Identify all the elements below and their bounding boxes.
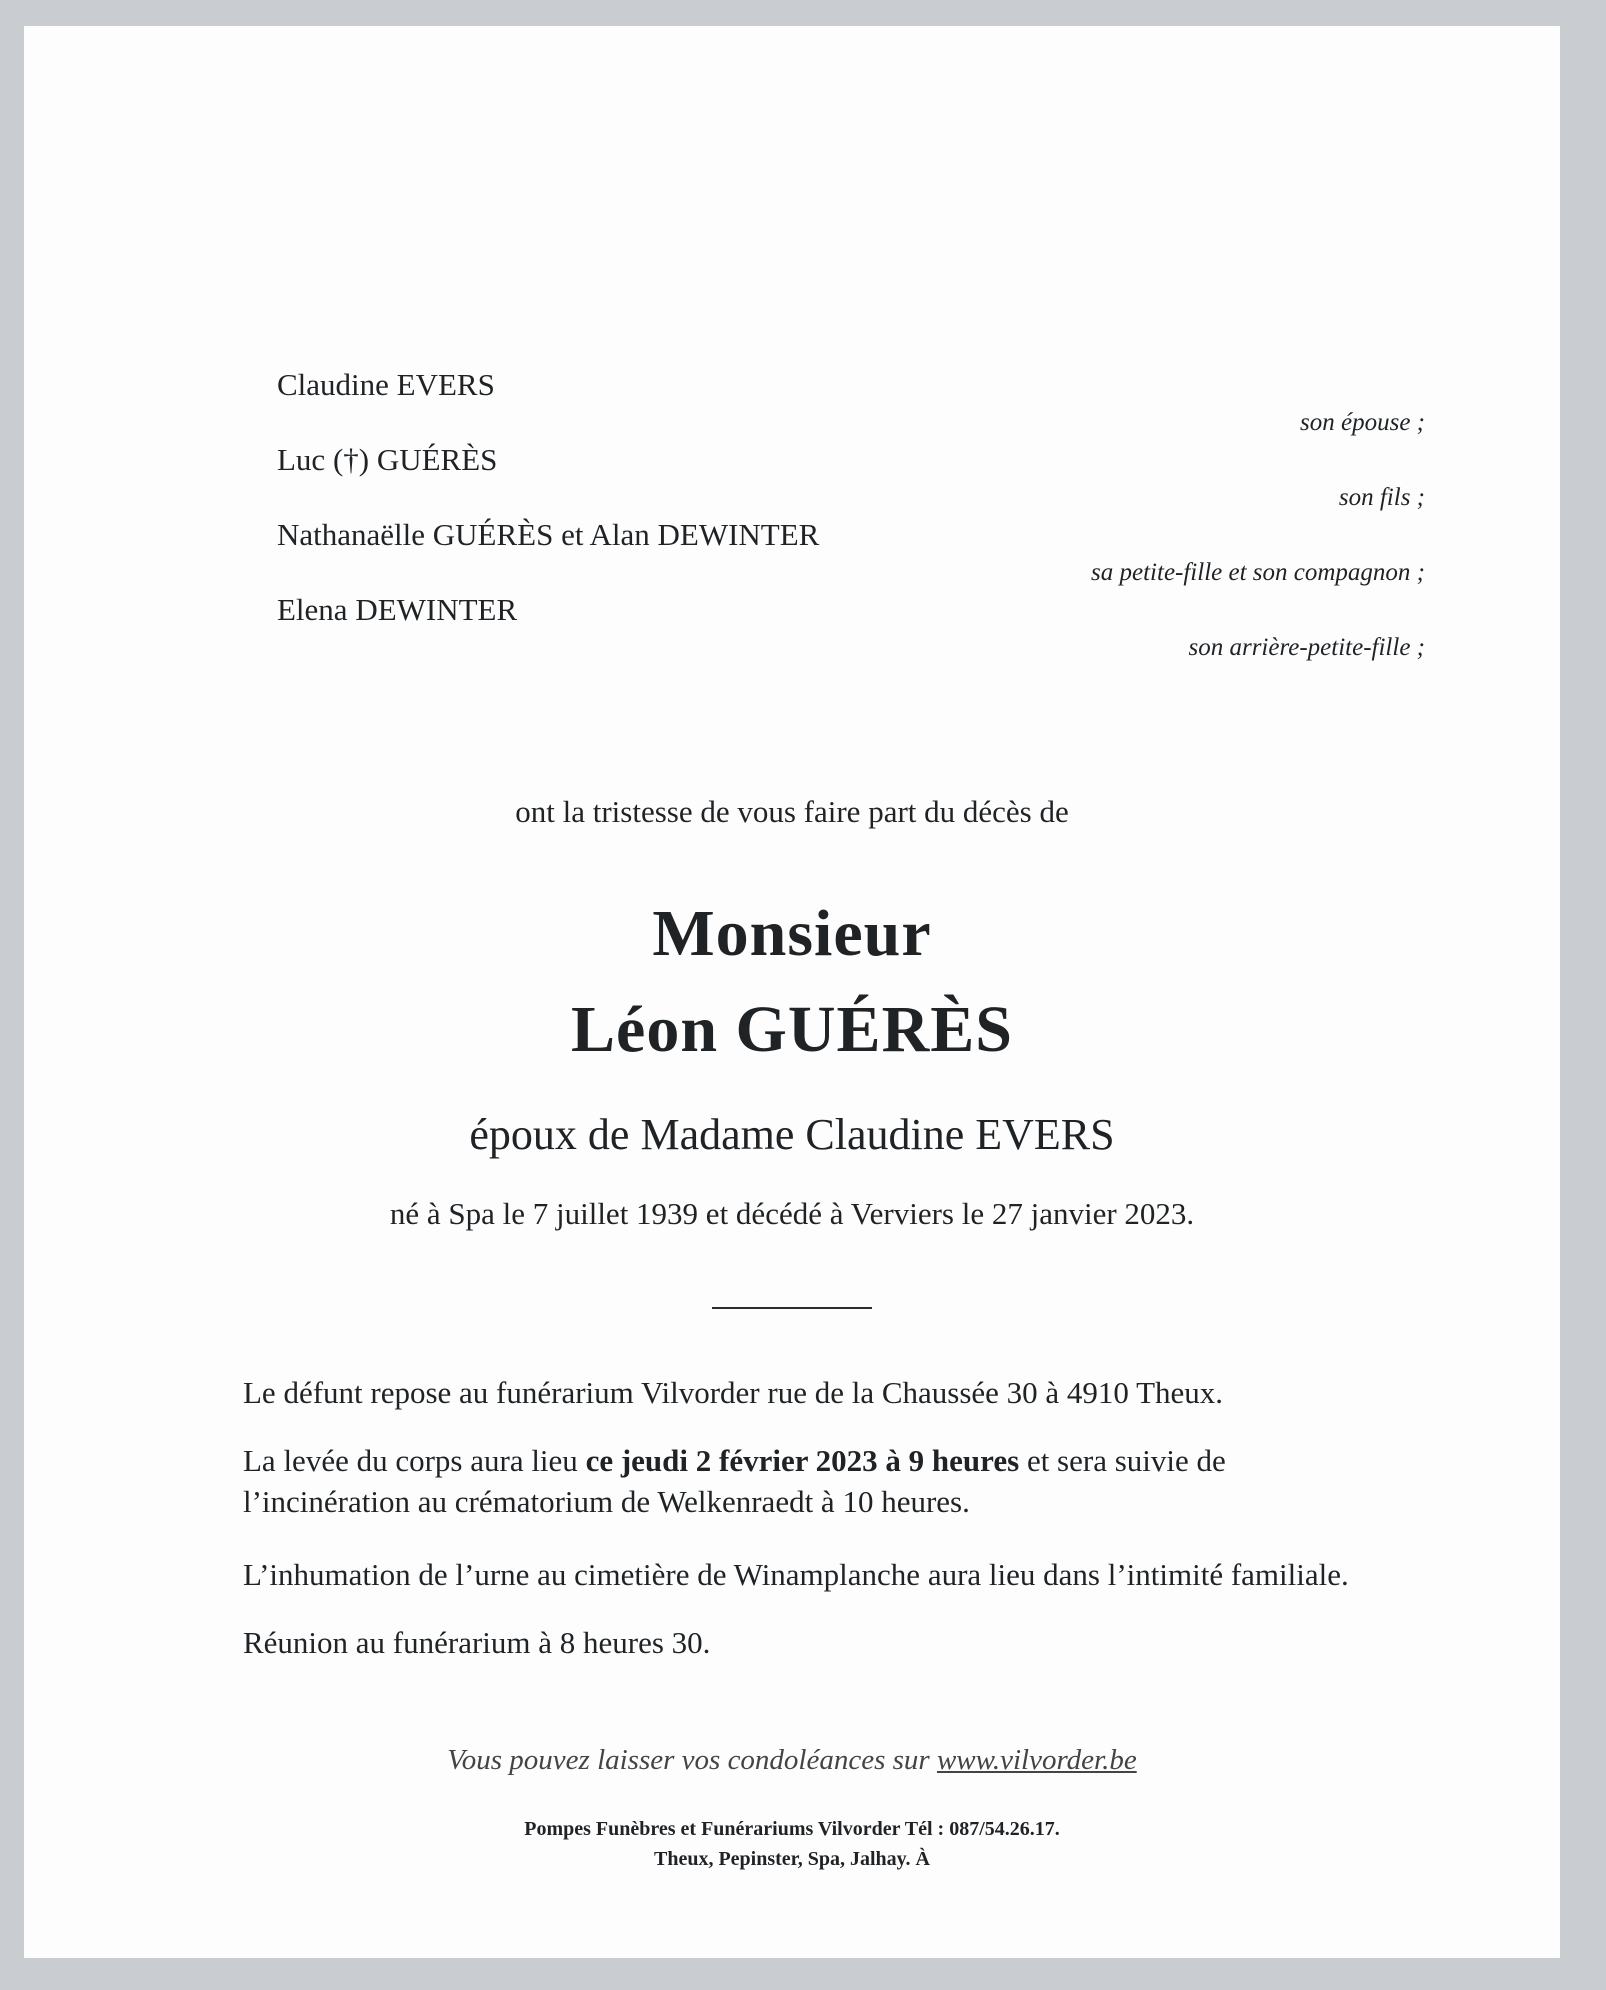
footer-company: Pompes Funèbres et Funérariums Vilvorder Tél : 087/54.26.17.	[524, 1818, 1060, 1840]
detail-rest-location: Le défunt repose au funérarium Vilvorder rue de la Chaussée 30 à 4910 Theux.	[243, 1375, 1224, 1410]
divider-rule	[712, 1307, 872, 1309]
condolences-text: Vous pouvez laisser vos condoléances sur	[447, 1744, 937, 1776]
family-name-3: Nathanaëlle GUÉRÈS et Alan DEWINTER	[277, 517, 820, 552]
condolences-line	[24, 1744, 1560, 1777]
family-name-2: Luc (†) GUÉRÈS	[277, 442, 498, 477]
deceased-honorific: Monsieur	[652, 897, 932, 970]
detail-ceremony	[243, 1440, 1373, 1522]
detail-meeting: Réunion au funérarium à 8 heures 30.	[243, 1625, 711, 1660]
detail-burial: L’inhumation de l’urne au cimetière de Winamplanche aura lieu dans l’intimité familiale.	[243, 1557, 1349, 1592]
family-relation-1: son épouse ;	[1300, 409, 1425, 436]
deceased-spouse: époux de Madame Claudine EVERS	[469, 1110, 1115, 1159]
family-relation-2: son fils ;	[1338, 484, 1425, 511]
deceased-dates: né à Spa le 7 juillet 1939 et décédé à Verviers le 27 janvier 2023.	[389, 1196, 1195, 1231]
deceased-name: Léon GUÉRÈS	[571, 993, 1013, 1066]
family-relation-4: son arrière-petite-fille ;	[1188, 634, 1425, 661]
condolences-link[interactable]: www.vilvorder.be	[936, 1744, 1137, 1776]
detail-ceremony-text-1: La levée du corps aura lieu	[243, 1443, 586, 1478]
family-name-4: Elena DEWINTER	[277, 592, 518, 627]
footer-locations: Theux, Pepinster, Spa, Jalhay. À	[654, 1848, 930, 1870]
family-relation-3: sa petite-fille et son compagnon ;	[1091, 559, 1425, 586]
obituary-page	[24, 26, 1560, 1958]
detail-ceremony-date: ce jeudi 2 février 2023 à 9 heures	[585, 1443, 1020, 1478]
detail-ceremony-text-2: et sera suivie de l’incinération au crématorium de Welkenraedt à 10 heures.	[243, 1443, 1226, 1519]
announcement-intro: ont la tristesse de vous faire part du décès de	[515, 794, 1069, 829]
family-name-1: Claudine EVERS	[277, 367, 495, 402]
